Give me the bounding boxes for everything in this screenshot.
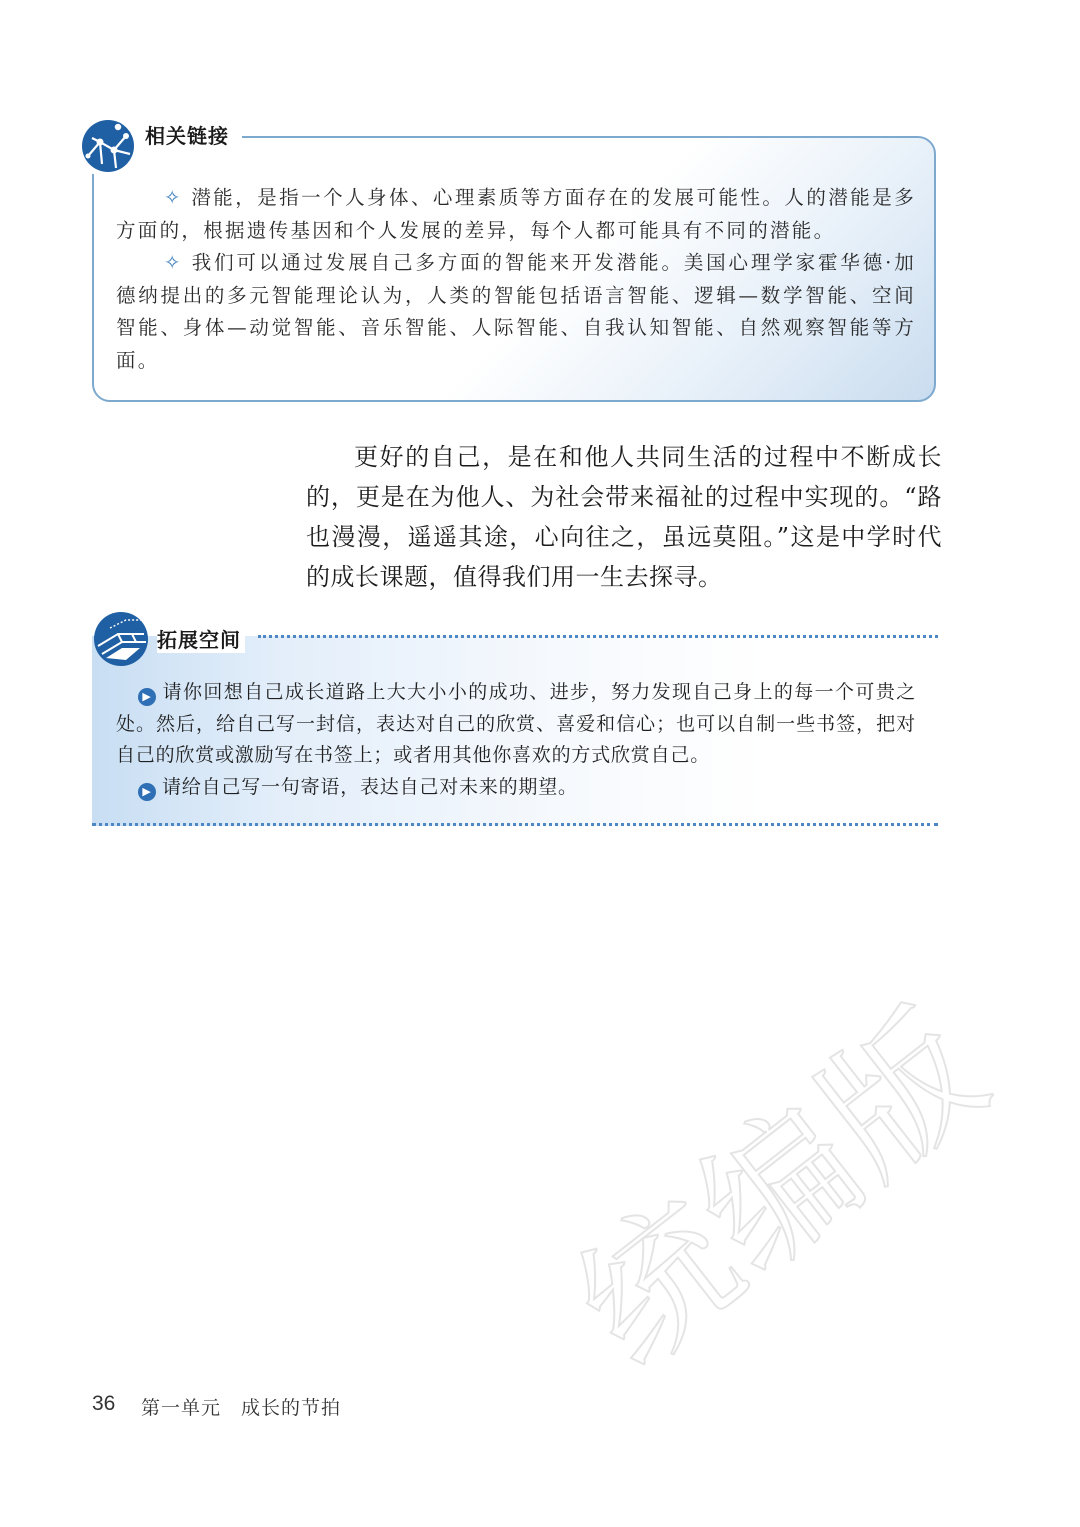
expansion-space-icon: [92, 610, 150, 668]
unit-title: 第一单元 成长的节拍: [141, 1397, 342, 1419]
link-paragraph-1: [116, 182, 916, 247]
expand-paragraph-1: [116, 677, 916, 772]
related-links-title: 相关链接: [145, 124, 229, 148]
arrow-bullet-icon: ▶: [138, 783, 156, 801]
expand-paragraph-text: 请给自己写一句寄语，表达自己对未来的期望。: [162, 775, 578, 798]
expansion-space-title: 拓展空间: [157, 624, 245, 653]
link-paragraph-2: [116, 247, 916, 377]
expansion-space-content: [116, 677, 916, 803]
arrow-bullet-icon: ▶: [138, 688, 156, 706]
link-paragraph-text: 我们可以通过发展自己多方面的智能来开发潜能。美国心理学家霍华德·加德纳提出的多元智能理论认为，人类的智能包括语言智能、逻辑—数学智能、空间智能、身体—动觉智能、音乐智能、人际智能、自我认知智能、自然观察智能等方面。: [116, 251, 916, 372]
edition-watermark: 统编版: [547, 977, 1019, 1400]
diamond-bullet-icon: ✧: [164, 251, 183, 274]
expand-paragraph-text: 请你回想自己成长道路上大大小小的成功、进步，努力发现自己身上的每一个可贵之处。然后，给自己写一封信，表达对自己的欣赏、喜爱和信心；也可以自制一些书签，把对自己的欣赏或激励写在书签上；或者用其他你喜欢的方式欣赏自己。: [116, 681, 916, 766]
main-paragraph: 更好的自己，是在和他人共同生活的过程中不断成长的，更是在为他人、为社会带来福祉的过程中实现的。“路也漫漫，遥遥其途，心向往之，虽远莫阻。”这是中学时代的成长课题，值得我们用一生去探寻。: [306, 443, 942, 591]
expand-paragraph-2: [116, 772, 916, 804]
network-link-icon: [80, 118, 136, 174]
page-number: 36: [92, 1392, 116, 1415]
dotted-divider-bottom: [92, 823, 938, 826]
link-paragraph-text: 潜能，是指一个人身体、心理素质等方面存在的发展可能性。人的潜能是多方面的，根据遗传基因和个人发展的差异，每个人都可能具有不同的潜能。: [116, 186, 917, 242]
related-links-content: [116, 182, 916, 377]
dotted-divider-top: [258, 635, 938, 638]
diamond-bullet-icon: ✧: [164, 186, 183, 209]
